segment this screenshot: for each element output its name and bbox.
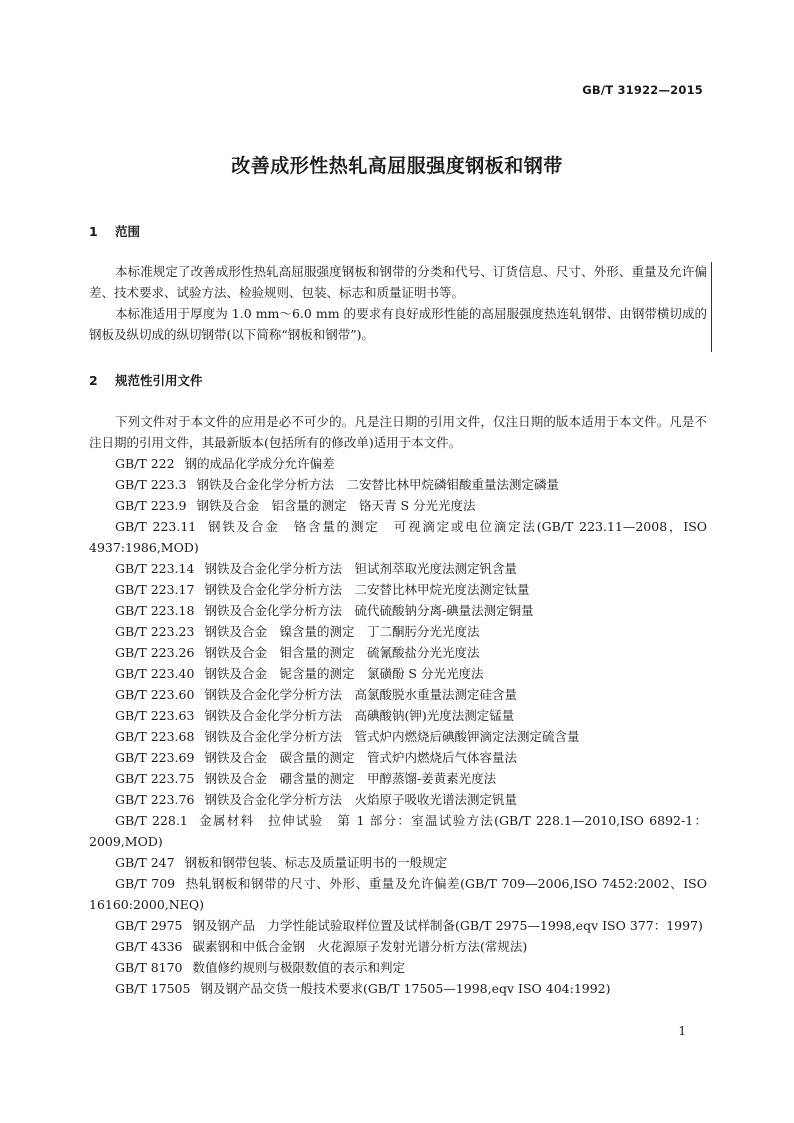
reference-item <box>89 621 707 642</box>
reference-item <box>89 726 707 747</box>
reference-item <box>89 474 707 495</box>
reference-item <box>89 957 707 978</box>
reference-item <box>89 978 707 999</box>
section-1-number: 1 <box>89 224 98 239</box>
reference-item <box>89 936 707 957</box>
reference-item <box>89 495 707 516</box>
reference-title: 钢铁及合金化学分析方法 高氯酸脱水重量法测定硅含量 <box>204 687 517 702</box>
change-bar <box>711 262 712 352</box>
reference-item <box>89 579 707 600</box>
section-1-heading <box>89 222 140 240</box>
reference-code: GB/T 223.26 <box>115 645 195 660</box>
reference-code: GB/T 4336 <box>115 939 183 954</box>
section-2-title: 规范性引用文件 <box>115 373 203 388</box>
reference-title: 碳素钢和中低合金钢 火花源原子发射光谱分析方法(常规法) <box>192 939 528 954</box>
reference-title: 钢铁及合金化学分析方法 二安替比林甲烷磷钼酸重量法测定磷量 <box>196 477 559 492</box>
reference-item <box>89 558 707 579</box>
reference-code: GB/T 223.14 <box>115 561 195 576</box>
reference-item <box>89 768 707 789</box>
reference-title: 钢铁及合金 镍含量的测定 丁二酮肟分光光度法 <box>204 624 480 639</box>
reference-code: GB/T 223.63 <box>115 708 195 723</box>
reference-code: GB/T 223.75 <box>115 771 195 786</box>
reference-code: GB/T 223.3 <box>115 477 187 492</box>
reference-code: GB/T 247 <box>115 855 175 870</box>
reference-title: 钢铁及合金 铬含量的测定 可视滴定或电位滴定法(GB/T 223.11—2008，ISO 4937:1986,MOD) <box>89 519 707 555</box>
reference-code: GB/T 17505 <box>115 981 191 996</box>
reference-code: GB/T 8170 <box>115 960 183 975</box>
reference-title: 钢铁及合金化学分析方法 管式炉内燃烧后碘酸钾滴定法测定硫含量 <box>204 729 580 744</box>
reference-code: GB/T 223.9 <box>115 498 187 513</box>
reference-title: 钢铁及合金化学分析方法 火焰原子吸收光谱法测定钒量 <box>204 792 517 807</box>
reference-item <box>89 516 707 558</box>
reference-code: GB/T 2975 <box>115 918 183 933</box>
reference-title: 热轧钢板和钢带的尺寸、外形、重量及允许偏差(GB/T 709—2006,ISO 7452:2002、ISO 16160:2000,NEQ) <box>89 876 707 912</box>
section-1-paragraph: 本标准规定了改善成形性热轧高屈服强度钢板和钢带的分类和代号、订货信息、尺寸、外形、重量及允许偏差、技术要求、试验方法、检验规则、包装、标志和质量证明书等。 <box>89 264 707 300</box>
reference-item <box>89 642 707 663</box>
reference-title: 钢铁及合金 硼含量的测定 甲醇蒸馏-姜黄素光度法 <box>204 771 497 786</box>
reference-item <box>89 600 707 621</box>
reference-code: GB/T 222 <box>115 456 175 471</box>
reference-title: 数值修约规则与极限数值的表示和判定 <box>192 960 406 975</box>
section-2-number: 2 <box>89 373 98 388</box>
reference-title: 钢板和钢带包装、标志及质量证明书的一般规定 <box>184 855 448 870</box>
reference-title: 钢铁及合金 碳含量的测定 管式炉内燃烧后气体容量法 <box>204 750 517 765</box>
reference-item <box>89 810 707 852</box>
reference-item <box>89 453 707 474</box>
reference-title: 钢铁及合金化学分析方法 二安替比林甲烷光度法测定钛量 <box>204 582 530 597</box>
reference-code: GB/T 223.76 <box>115 792 195 807</box>
reference-code: GB/T 228.1 <box>115 813 188 828</box>
section-1-paragraph: 本标准适用于厚度为 1.0 mm～6.0 mm 的要求有良好成形性能的高屈服强度热连轧钢带、由钢带横切成的钢板及纵切成的纵切钢带(以下简称“钢板和钢带”)。 <box>89 306 707 342</box>
section-2-heading <box>89 371 203 389</box>
page-number: 1 <box>678 1024 686 1038</box>
page-title: 改善成形性热轧高屈服强度钢板和钢带 <box>231 155 563 177</box>
doc-code: GB/T 31922—2015 <box>582 83 703 97</box>
reference-code: GB/T 223.11 <box>115 519 197 534</box>
reference-code: GB/T 223.68 <box>115 729 195 744</box>
reference-list <box>89 453 707 999</box>
reference-title: 钢及钢产品交货一般技术要求(GB/T 17505—1998,eqv ISO 404:1992) <box>200 981 611 996</box>
reference-item <box>89 873 707 915</box>
section-1-title: 范围 <box>115 224 141 239</box>
reference-item <box>89 747 707 768</box>
reference-item <box>89 684 707 705</box>
reference-item <box>89 789 707 810</box>
reference-code: GB/T 223.23 <box>115 624 195 639</box>
reference-title: 钢铁及合金化学分析方法 高碘酸钠(钾)光度法测定锰量 <box>204 708 515 723</box>
reference-title: 钢的成品化学成分允许偏差 <box>184 456 335 471</box>
reference-item <box>89 663 707 684</box>
reference-item <box>89 705 707 726</box>
reference-code: GB/T 223.17 <box>115 582 195 597</box>
reference-title: 钢铁及合金化学分析方法 硫代硫酸钠分离-碘量法测定铜量 <box>204 603 534 618</box>
reference-title: 钢及钢产品 力学性能试验取样位置及试样制备(GB/T 2975—1998,eqv ISO 377：1997) <box>192 918 703 933</box>
reference-title: 钢铁及合金 钼含量的测定 硫氰酸盐分光光度法 <box>204 645 480 660</box>
reference-title: 钢铁及合金 铝含量的测定 铬天青 S 分光光度法 <box>196 498 476 513</box>
reference-title: 金属材料 拉伸试验 第 1 部分：室温试验方法(GB/T 228.1—2010,ISO 6892-1：2009,MOD) <box>89 813 707 849</box>
section-2-intro: 下列文件对于本文件的应用是必不可少的。凡是注日期的引用文件，仅注日期的版本适用于本文件。凡是不注日期的引用文件，其最新版本(包括所有的修改单)适用于本文件。 <box>89 414 707 450</box>
reference-code: GB/T 223.40 <box>115 666 195 681</box>
reference-code: GB/T 223.60 <box>115 687 195 702</box>
reference-code: GB/T 223.18 <box>115 603 195 618</box>
reference-item <box>89 852 707 873</box>
reference-title: 钢铁及合金 铌含量的测定 氯磺酚 S 分光光度法 <box>204 666 484 681</box>
reference-title: 钢铁及合金化学分析方法 钽试剂萃取光度法测定钒含量 <box>204 561 517 576</box>
reference-code: GB/T 709 <box>115 876 176 891</box>
reference-code: GB/T 223.69 <box>115 750 195 765</box>
reference-item <box>89 915 707 936</box>
